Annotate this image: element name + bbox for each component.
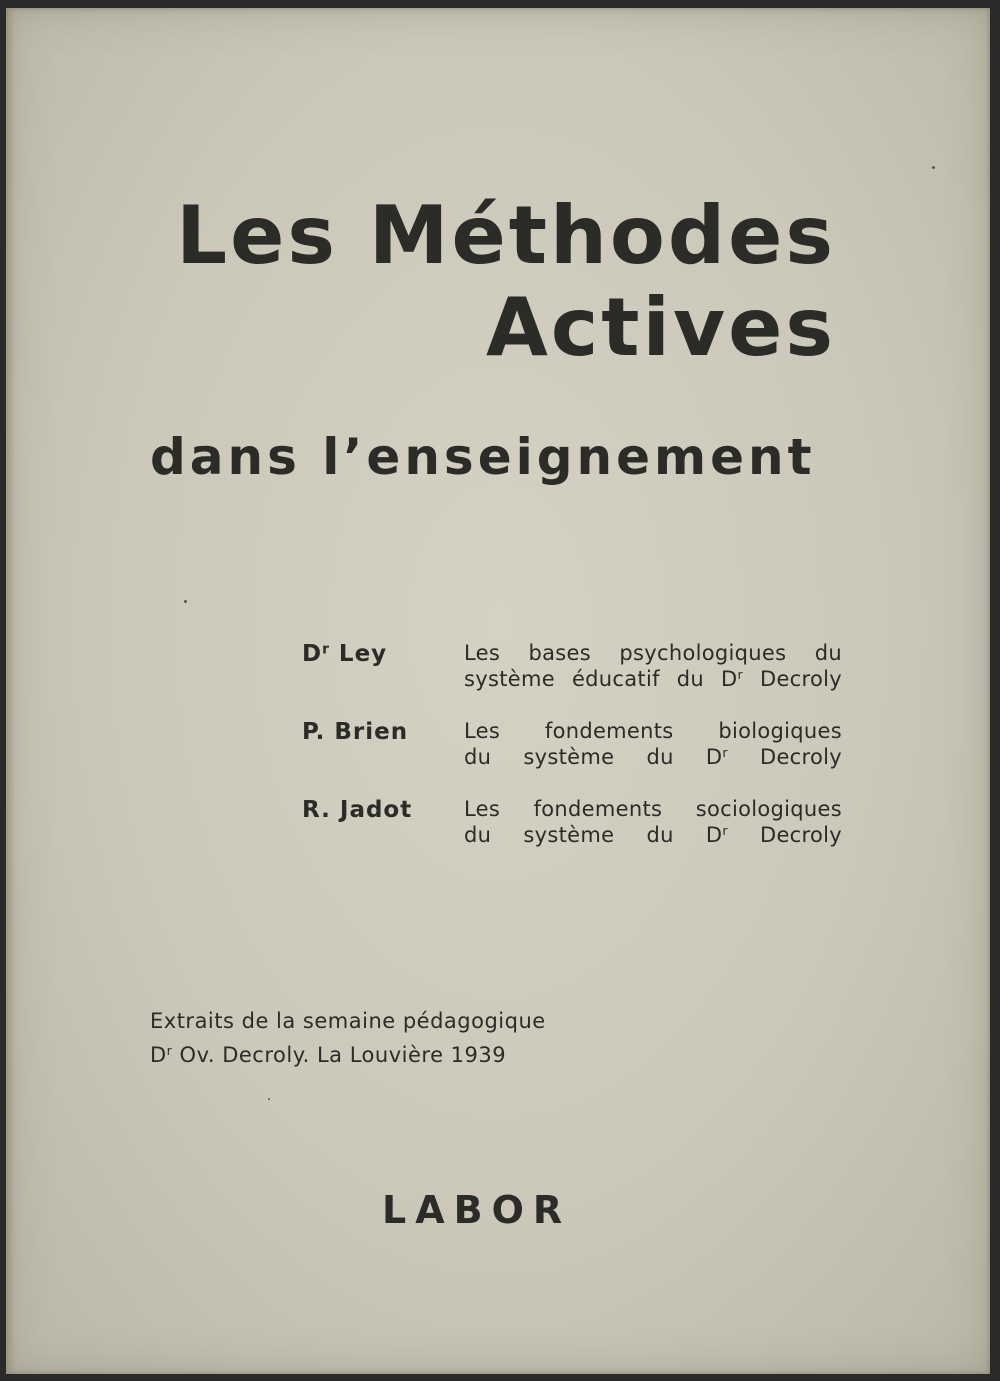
- contributor-row: [302, 796, 842, 848]
- book-cover: [6, 8, 990, 1374]
- contributor-desc-line-2: du système du $D^r$ Decroly: [464, 745, 842, 769]
- contributor-desc-line-1: Les bases psychologiques du: [464, 641, 842, 665]
- extract-line-1: Extraits de la semaine pédagogique: [150, 1009, 546, 1033]
- title-block: [176, 189, 836, 374]
- contributor-desc-line-2: système éducatif du $D^r$ Decroly: [464, 667, 842, 691]
- cover-spine-edge: [6, 8, 16, 1374]
- contributor-desc-line-1: Les fondements sociologiques: [464, 797, 842, 821]
- title-line-2: Actives: [485, 281, 836, 374]
- extract-line-2: $D^r$ Ov. Decroly. La Louvière 1939: [150, 1043, 507, 1067]
- paper-speck: [268, 1098, 270, 1100]
- contributor-author: R. Jadot: [302, 797, 413, 823]
- contributor-author: P. Brien: [302, 719, 409, 745]
- contributor-description: [464, 718, 842, 770]
- contributor-row: [302, 718, 842, 770]
- contributor-desc-line-2: du système du $D^r$ Decroly: [464, 823, 842, 847]
- contributor-desc-line-1: Les fondements biologiques: [464, 719, 842, 743]
- contributor-author: $D^r$ Ley: [302, 641, 388, 667]
- contributors-list: [302, 640, 842, 874]
- paper-speck: [932, 166, 935, 169]
- paper-speck: [184, 600, 187, 603]
- subtitle: dans l’enseignement: [150, 428, 816, 486]
- contributor-description: [464, 796, 842, 848]
- contributor-description: [464, 640, 842, 692]
- contributor-row: [302, 640, 842, 692]
- publisher-name: LABOR: [382, 1188, 572, 1232]
- extract-note: [150, 1004, 546, 1072]
- title-line-1: Les Méthodes: [176, 189, 836, 282]
